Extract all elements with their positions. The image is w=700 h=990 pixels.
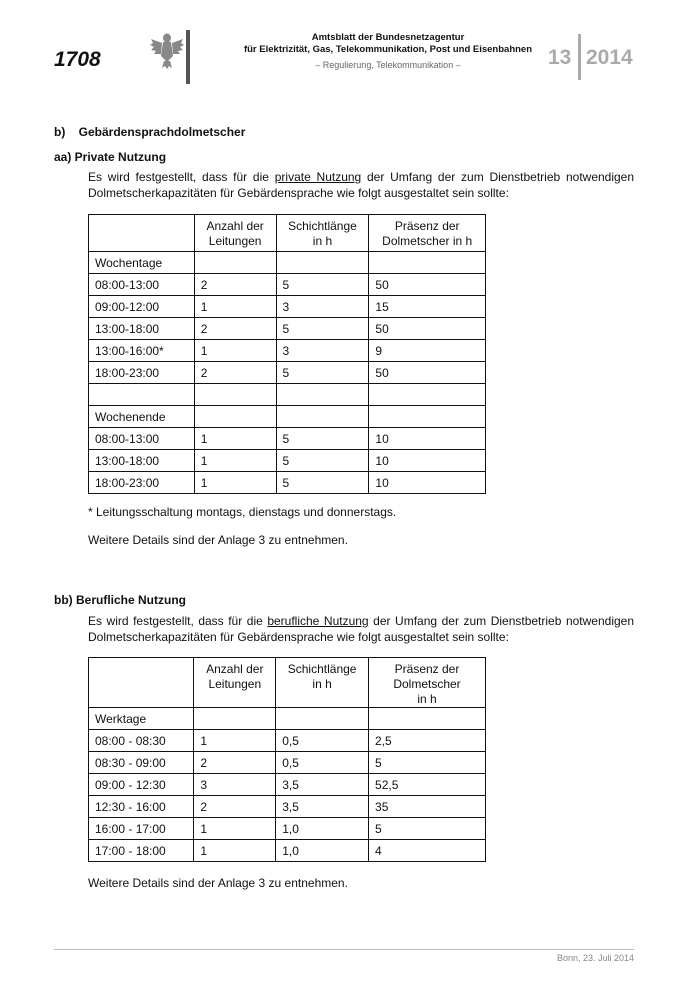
table-cell: 13:00-16:00* [89,340,195,362]
subsection-heading: aa) Private Nutzung [54,150,167,164]
table-cell: 1 [194,296,276,318]
table-cell: 1,0 [276,818,369,840]
table-header-cell: Präsenz der Dolmetscher in h [369,215,486,252]
table-cell: 0,5 [276,730,369,752]
subsection-heading: bb) Berufliche Nutzung [54,593,186,607]
table-row [89,752,486,774]
details-note: Weitere Details sind der Anlage 3 zu entnehmen. [88,533,348,547]
table-cell: 17:00 - 18:00 [89,840,194,862]
table-cell [369,708,486,730]
table-header-cell: Schichtlänge in h [276,215,369,252]
table-row [89,428,486,450]
table-row [89,774,486,796]
table-cell [276,708,369,730]
table-cell: 2 [194,796,276,818]
table-cell: 15 [369,296,486,318]
publication-title: Amtsblatt der Bundesnetzagentur [311,32,465,43]
table-cell [89,384,195,406]
table-header-cell: Präsenz der Dolmetscher in h [369,658,486,708]
table-cell: 1 [194,428,276,450]
table-cell [194,406,276,428]
table-cell [194,708,276,730]
table-cell: 9 [369,340,486,362]
table-cell: 52,5 [369,774,486,796]
table-cell: 2 [194,752,276,774]
table-cell: Wochentage [89,252,195,274]
underlined-term: berufliche Nutzung [267,614,369,628]
table-cell: 09:00 - 12:30 [89,774,194,796]
page-number: 1708 [54,48,101,71]
table-header-cell [89,658,194,708]
issue-divider [578,34,581,80]
table-cell: 2 [194,362,276,384]
table-row [89,340,486,362]
table-cell: 50 [369,318,486,340]
table-row [89,406,486,428]
table-cell [369,384,486,406]
table-header-cell: Anzahl der Leitungen [194,215,276,252]
issue-number: 13 [548,46,572,69]
table-cell [194,252,276,274]
table-cell: 16:00 - 17:00 [89,818,194,840]
table-row [89,274,486,296]
table-cell: 10 [369,472,486,494]
table-header-cell: Anzahl der Leitungen [194,658,276,708]
table-cell: 5 [276,318,369,340]
table-cell: 1 [194,840,276,862]
table-cell: 18:00-23:00 [89,472,195,494]
table-cell: 5 [276,450,369,472]
table-cell: 13:00-18:00 [89,318,195,340]
table-row [89,252,486,274]
table-row [89,708,486,730]
table-row [89,318,486,340]
table-cell: 1,0 [276,840,369,862]
table-cell: 35 [369,796,486,818]
table-cell: 50 [369,362,486,384]
section-heading: b) Gebärdensprachdolmetscher [54,125,246,139]
table-cell: 10 [369,428,486,450]
table-cell [194,384,276,406]
table-cell: 0,5 [276,752,369,774]
table-cell: 5 [276,472,369,494]
table-row [89,384,486,406]
table-cell: 5 [276,274,369,296]
table-cell: 3 [276,340,369,362]
table-row [89,840,486,862]
table-cell: 1 [194,472,276,494]
table-cell: 2 [194,318,276,340]
table-cell: 09:00-12:00 [89,296,195,318]
table-cell: 5 [369,818,486,840]
table-cell: 1 [194,730,276,752]
table-cell [369,406,486,428]
table-row [89,362,486,384]
table-cell: 13:00-18:00 [89,450,195,472]
table-cell [276,252,369,274]
data-table [88,214,486,494]
table-cell: 5 [276,362,369,384]
table-cell: 3 [194,774,276,796]
table-cell: 5 [369,752,486,774]
table-cell: 10 [369,450,486,472]
table-cell: 3,5 [276,774,369,796]
table-cell: 2 [194,274,276,296]
table-cell: 4 [369,840,486,862]
details-note: Weitere Details sind der Anlage 3 zu entnehmen. [88,876,348,890]
footer-divider [54,949,634,950]
underlined-term: private Nutzung [274,170,362,184]
table-row [89,796,486,818]
table-cell [369,252,486,274]
table-cell: 2,5 [369,730,486,752]
publication-category: – Regulierung, Telekommunikation – [315,60,461,70]
footer-date: Bonn, 23. Juli 2014 [556,953,634,963]
table-cell: 5 [276,428,369,450]
table-cell: 1 [194,450,276,472]
table-row [89,730,486,752]
table-cell: 3,5 [276,796,369,818]
table-cell: 08:00-13:00 [89,428,195,450]
table-cell: 3 [276,296,369,318]
paragraph: Es wird festgestellt, dass für die berufliche Nutzung der Umfang der zum Dienstbetrieb notwendigen Dolmetscherkapazitäten für Gebärdensprache wie folgt ausgestaltet sein sollte: [88,614,635,644]
table-cell [276,406,369,428]
table-header-row [89,215,486,252]
data-table [88,657,486,862]
table-row [89,818,486,840]
federal-eagle-logo [148,30,186,70]
table-cell: Wochenende [89,406,195,428]
footnote: * Leitungsschaltung montags, dienstags und donnerstags. [88,505,397,519]
table-row [89,450,486,472]
table-cell: 08:00-13:00 [89,274,195,296]
table-cell: 18:00-23:00 [89,362,195,384]
table-row [89,472,486,494]
paragraph: Es wird festgestellt, dass für die private Nutzung der Umfang der zum Dienstbetrieb notwendigen Dolmetscherkapazitäten für Gebärdensprache wie folgt ausgestaltet sein sollte: [88,170,635,200]
table-cell: Werktage [89,708,194,730]
table-cell: 1 [194,340,276,362]
table-header-cell: Schichtlänge in h [276,658,369,708]
table-cell: 1 [194,818,276,840]
publication-subtitle: für Elektrizität, Gas, Telekommunikation, Post und Eisenbahnen [243,44,533,55]
table-cell: 12:30 - 16:00 [89,796,194,818]
table-cell: 08:00 - 08:30 [89,730,194,752]
issue-year: 2014 [586,46,633,69]
table-cell: 50 [369,274,486,296]
table-cell [276,384,369,406]
table-header-row [89,658,486,708]
table-cell: 08:30 - 09:00 [89,752,194,774]
table-row [89,296,486,318]
table-header-cell [89,215,195,252]
